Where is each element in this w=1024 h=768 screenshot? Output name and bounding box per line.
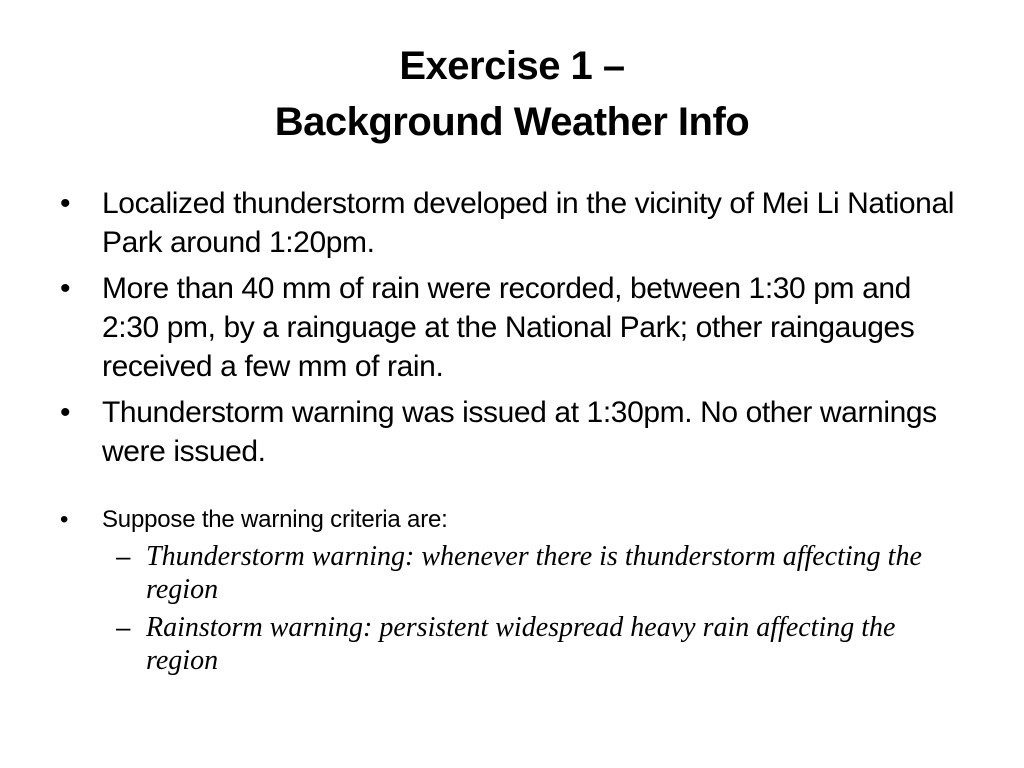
bullet-text: Localized thunderstorm developed in the vicinity of Mei Li National Park around 1:20pm. [102, 187, 955, 259]
criteria-text: Thunderstorm warning: whenever there is thunderstorm affecting the region [146, 541, 922, 605]
criteria-intro-text: Suppose the warning criteria are: [102, 506, 448, 533]
bullet-dot-icon: • [60, 272, 71, 305]
dash-bullet-icon: – [116, 541, 131, 571]
bullet-text: Thunderstorm warning was issued at 1:30pm. No other warnings were issued. [102, 396, 937, 468]
dash-bullet-icon: – [116, 612, 131, 642]
slide-title [60, 38, 964, 150]
bullet-list [60, 184, 960, 682]
criteria-text: Rainstorm warning: persistent widespread heavy rain affecting the region [146, 612, 896, 676]
bullet-dot-icon: • [60, 396, 71, 429]
bullet-item [60, 269, 960, 386]
criteria-intro-item [60, 504, 960, 536]
bullet-item [60, 393, 960, 471]
slide-title-line-1: Exercise 1 – [399, 44, 625, 88]
bullet-dot-icon: • [60, 187, 71, 220]
bullet-text: More than 40 mm of rain were recorded, between 1:30 pm and 2:30 pm, by a rainguage at the National Park; other raingauges received a few mm of rain. [102, 272, 915, 383]
criteria-item [60, 611, 960, 677]
criteria-item [60, 540, 960, 606]
slide-title-line-2: Background Weather Info [274, 100, 750, 144]
bullet-dot-icon: • [60, 506, 69, 533]
bullet-item [60, 184, 960, 262]
